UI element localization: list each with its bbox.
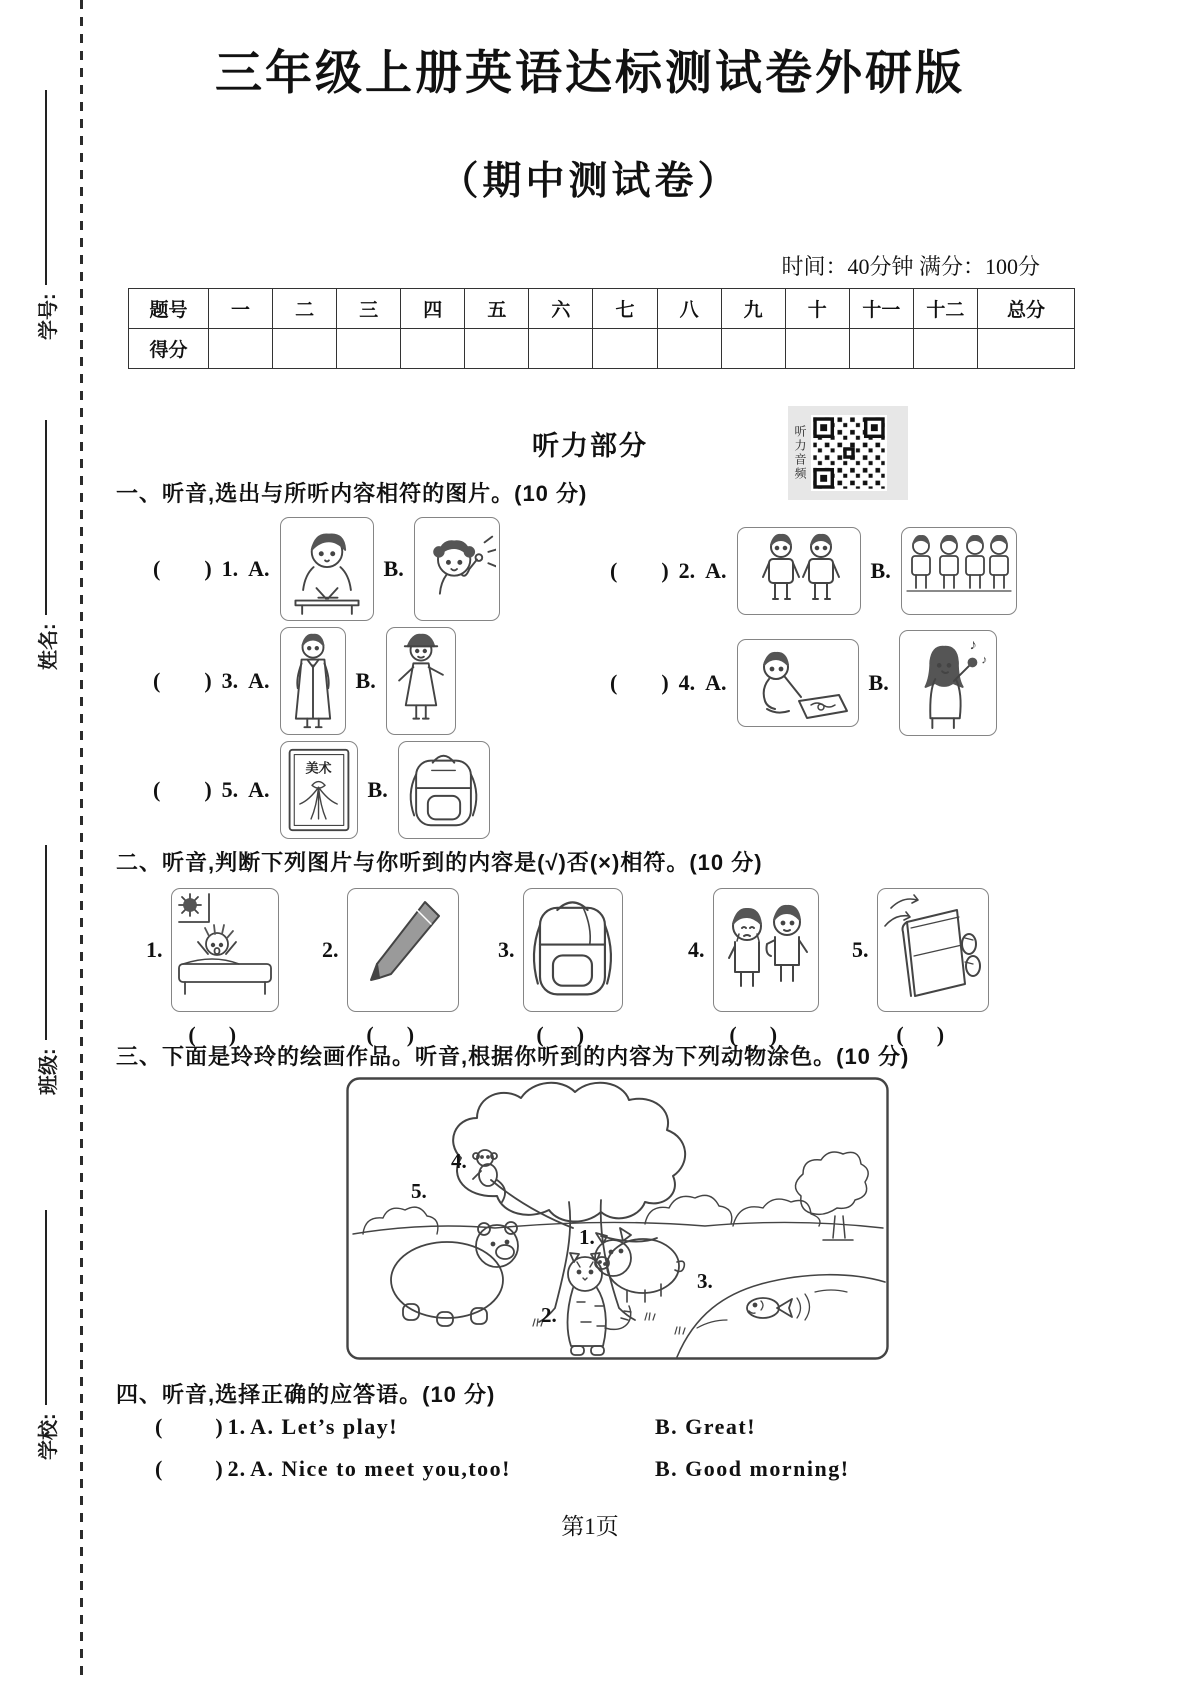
class-label: 班级: [37, 1048, 60, 1095]
option-a-label: A. [705, 558, 727, 583]
item-image [171, 888, 279, 1012]
illustration-pen [351, 892, 455, 1008]
option-a-label: A. [705, 670, 727, 695]
score-table [128, 288, 1075, 369]
item-number: 4. [688, 937, 705, 962]
illustration-girl-waking-in-bed [175, 892, 275, 1008]
music-note: ♪ [969, 637, 977, 654]
option-b-label: B. [367, 777, 388, 802]
item-number: 2. [322, 937, 339, 962]
score-cell [401, 329, 465, 369]
option-b-image [386, 627, 456, 735]
option-a-label: A. [248, 777, 270, 802]
score-col: 十二 [913, 289, 977, 329]
s1-question-1 [153, 515, 500, 623]
s4-item-2 [155, 1456, 1085, 1486]
illustration-schoolbag [402, 745, 486, 835]
option-a-image [737, 639, 859, 727]
answer-paren: ( ) [610, 670, 669, 695]
illustration-closing-book [881, 892, 985, 1008]
time-score-info: 时间：40分钟 满分：100分 [781, 254, 1040, 279]
answer-paren: ( ) [155, 1456, 224, 1481]
option-a-image [280, 741, 358, 839]
student-id-field [31, 90, 61, 340]
option-b-label: B. [868, 670, 889, 695]
score-table-score-row [129, 329, 1075, 369]
qr-code-icon [811, 415, 887, 491]
question-number: 5. [221, 777, 239, 802]
illustration-woman-singing [903, 634, 993, 732]
scene-label-bear: 5. [411, 1179, 427, 1203]
item-number: 3. [498, 937, 515, 962]
class-blank [45, 845, 47, 1040]
score-col: 七 [593, 289, 657, 329]
option-a-label: A. [248, 668, 270, 693]
art-book-title: 美术 [305, 760, 332, 776]
illustration-woman-doctor [284, 631, 342, 731]
student-name-field [31, 420, 61, 670]
s2-item-1 [146, 888, 279, 1048]
s1-question-3 [153, 627, 456, 735]
section1-title: 一、听音,选出与所听内容相符的图片。(10 分) [116, 481, 588, 506]
s2-item-2 [322, 888, 459, 1048]
page-subtitle: （期中测试卷） [439, 160, 741, 203]
section4-title: 四、听音,选择正确的应答语。(10 分) [116, 1382, 496, 1407]
score-col: 十一 [849, 289, 913, 329]
score-cell [209, 329, 273, 369]
option-b-text: B. Great! [655, 1414, 757, 1439]
answer-paren: ( ) [153, 777, 212, 802]
score-cell [913, 329, 977, 369]
option-b-image [901, 527, 1017, 615]
item-image [347, 888, 459, 1012]
s4-item-1 [155, 1414, 1085, 1444]
score-col-total: 总分 [978, 289, 1075, 329]
score-table-header-row [129, 289, 1075, 329]
answer-paren: ( ) [155, 1414, 224, 1439]
student-id-label: 学号: [37, 293, 60, 340]
illustration-boy-drawing-on-floor [741, 643, 855, 723]
s1-question-2 [610, 525, 1017, 617]
answer-paren: ( ) [188, 1022, 237, 1047]
student-name-label: 姓名: [37, 623, 60, 670]
question-number: 1. [221, 556, 239, 581]
question-number: 2. [227, 1456, 247, 1481]
answer-paren: ( ) [366, 1022, 415, 1047]
score-col: 八 [657, 289, 721, 329]
score-col: 一 [209, 289, 273, 329]
class-field [31, 845, 61, 1095]
option-a-text: A. Let’s play! [250, 1414, 399, 1439]
question-number: 3. [221, 668, 239, 693]
answer-paren: ( ) [153, 668, 212, 693]
score-col: 九 [721, 289, 785, 329]
qr-caption: 听力音频 [793, 425, 807, 481]
illustration-girl-in-dress [390, 631, 452, 731]
score-cell [529, 329, 593, 369]
illustration-schoolbag-2 [527, 892, 619, 1008]
score-cell [849, 329, 913, 369]
option-a-image [280, 517, 374, 621]
page-title: 三年级上册英语达标测试卷外研版 [215, 48, 965, 100]
illustration-two-boys-standing [741, 531, 857, 611]
s1-question-5 [153, 740, 490, 840]
answer-paren: ( ) [536, 1022, 585, 1047]
score-col: 四 [401, 289, 465, 329]
option-a-image [737, 527, 861, 615]
student-id-blank [45, 90, 47, 285]
school-blank [45, 1210, 47, 1405]
animal-scene-frame [345, 1076, 890, 1361]
option-b-label: B. [870, 558, 891, 583]
score-cell-total [978, 329, 1075, 369]
illustration-girl-waving [418, 521, 496, 617]
illustration-two-boys-one-crying [717, 892, 815, 1008]
item-image [523, 888, 623, 1012]
option-b-text: B. Good morning! [655, 1456, 850, 1481]
school-label: 学校: [37, 1413, 60, 1460]
item-image [877, 888, 989, 1012]
section2-title: 二、听音,判断下列图片与你听到的内容是(√)否(×)相符。(10 分) [116, 850, 763, 875]
question-number: 4. [678, 670, 696, 695]
option-a-label: A. [248, 556, 270, 581]
student-name-blank [45, 420, 47, 615]
score-col: 六 [529, 289, 593, 329]
section3-title: 三、下面是玲玲的绘画作品。听音,根据你听到的内容为下列动物涂色。(10 分) [116, 1044, 910, 1069]
option-a-text: A. Nice to meet you,too! [250, 1456, 511, 1481]
illustration-children-singing [905, 531, 1013, 611]
s2-item-5 [852, 888, 989, 1048]
scene-label-tiger: 2. [541, 1303, 557, 1327]
answer-paren: ( ) [610, 558, 669, 583]
item-image [713, 888, 819, 1012]
answer-paren: ( ) [153, 556, 212, 581]
score-cell [273, 329, 337, 369]
option-b-image [899, 630, 997, 736]
score-cell [721, 329, 785, 369]
s2-item-3 [498, 888, 623, 1048]
illustration-art-textbook [284, 745, 354, 835]
page-number: 第1页 [561, 1514, 619, 1539]
scene-label-pig: 1. [579, 1225, 595, 1249]
listening-audio-qr-block [788, 406, 908, 500]
score-col: 三 [337, 289, 401, 329]
score-col: 二 [273, 289, 337, 329]
question-number: 1. [227, 1414, 247, 1439]
score-row-label: 得分 [129, 329, 209, 369]
scene-label-monkey: 4. [451, 1149, 467, 1173]
listening-part-header: 听力部分 [532, 431, 648, 461]
answer-paren: ( ) [729, 1022, 778, 1047]
scene-label-fish: 3. [697, 1269, 713, 1293]
option-b-image [414, 517, 500, 621]
option-b-label: B. [383, 556, 404, 581]
option-b-image [398, 741, 490, 839]
score-cell [785, 329, 849, 369]
score-col: 五 [465, 289, 529, 329]
score-cell [657, 329, 721, 369]
score-cell [593, 329, 657, 369]
score-cell [465, 329, 529, 369]
item-number: 5. [852, 937, 869, 962]
illustration-boy-writing [284, 521, 370, 617]
score-col: 十 [785, 289, 849, 329]
option-a-image [280, 627, 346, 735]
left-dashed-rule [80, 0, 83, 1682]
score-table-corner: 题号 [129, 289, 209, 329]
answer-paren: ( ) [896, 1022, 945, 1047]
s2-item-4 [688, 888, 819, 1048]
music-note: ♪ [980, 653, 987, 667]
option-b-label: B. [355, 668, 376, 693]
s1-question-4 [610, 633, 997, 733]
score-cell [337, 329, 401, 369]
question-number: 2. [678, 558, 696, 583]
school-field [31, 1210, 61, 1460]
item-number: 1. [146, 937, 163, 962]
illustration-forest-animals-scene [345, 1076, 890, 1361]
